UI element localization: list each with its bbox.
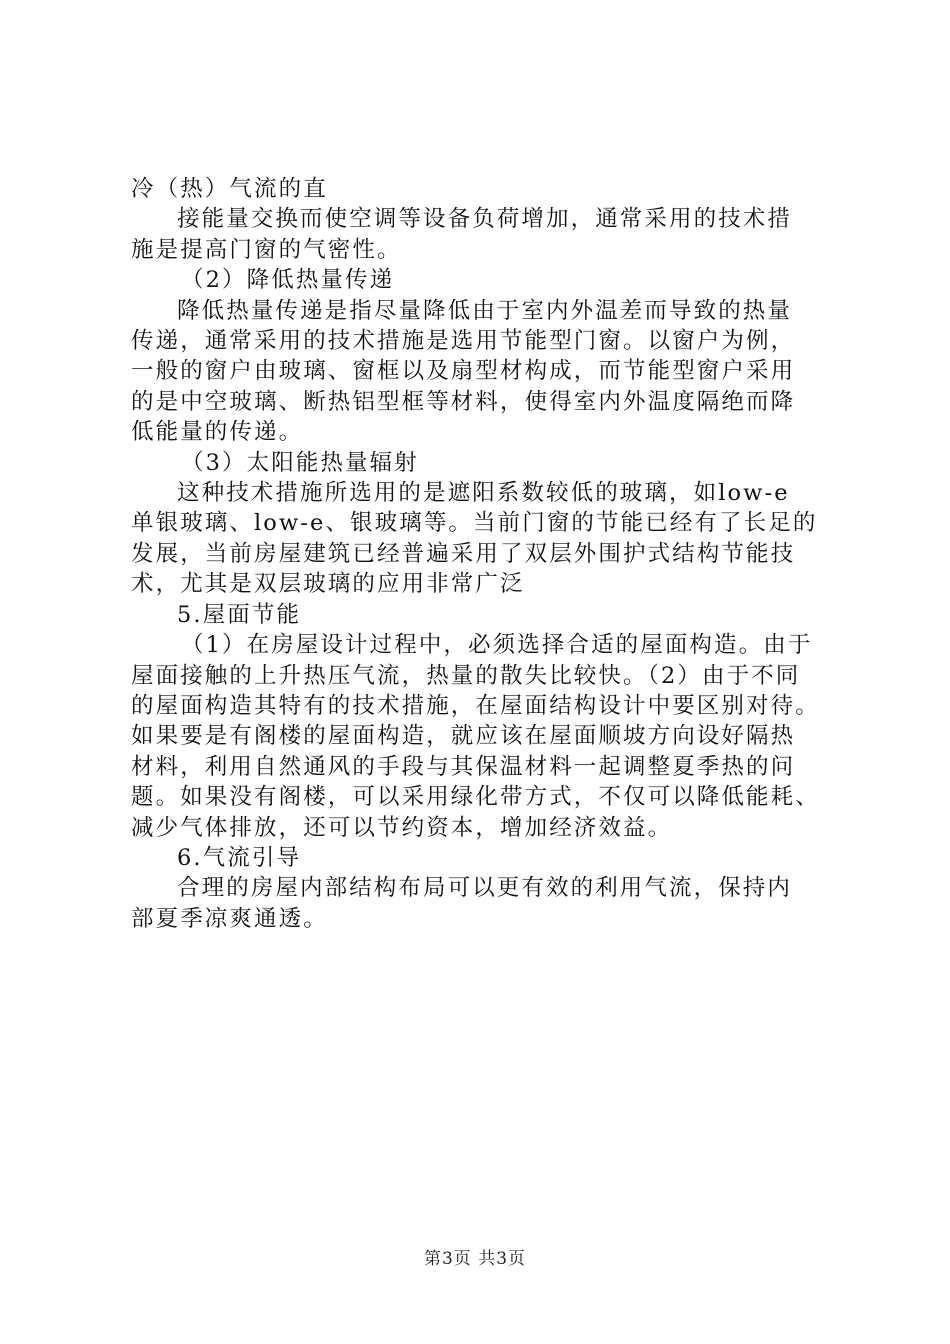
text-line: 的是中空玻璃、断热铝型框等材料，使得室内外温度隔绝而降	[131, 388, 796, 415]
text-line: 材料，利用自然通风的手段与其保温材料一起调整夏季热的问	[131, 753, 796, 780]
text-line: 部夏季凉爽通透。	[131, 905, 328, 932]
section-heading: （3）太阳能热量辐射	[181, 449, 419, 476]
document-body	[131, 174, 831, 934]
section-heading: 5.屋面节能	[177, 601, 302, 628]
page-footer: 第3页 共3页	[423, 1249, 527, 1269]
text-line: 施是提高门窗的气密性。	[131, 236, 402, 263]
text-line: 术，尤其是双层玻璃的应用非常广泛	[131, 571, 525, 598]
text-line: 一般的窗户由玻璃、窗框以及扇型材构成，而节能型窗户采用	[131, 358, 796, 385]
text-line: 题。如果没有阁楼，可以采用绿化带方式，不仅可以降低能耗、	[131, 784, 820, 811]
text-line: 低能量的传递。	[131, 419, 304, 446]
text-line: 降低热量传递是指尽量降低由于室内外温差而导致的热量	[177, 297, 793, 324]
text-line: 接能量交换而使空调等设备负荷增加，通常采用的技术措	[177, 206, 793, 233]
text-line: 传递，通常采用的技术措施是选用节能型门窗。以窗户为例，	[131, 328, 796, 355]
text-line: 这种技术措施所选用的是遮阳系数较低的玻璃，如low-e	[177, 480, 790, 507]
text-line: 的屋面构造其特有的技术措施，在屋面结构设计中要区别对待。	[131, 692, 820, 719]
section-heading: （2）降低热量传递	[181, 267, 395, 294]
text-line: 合理的房屋内部结构布局可以更有效的利用气流，保持内	[177, 875, 793, 902]
text-line: 发展，当前房屋建筑已经普遍采用了双层外围护式结构节能技	[131, 540, 796, 567]
text-line: （1）在房屋设计过程中，必须选择合适的屋面构造。由于	[181, 632, 813, 659]
section-heading: 6.气流引导	[177, 844, 302, 871]
text-line: 减少气体排放，还可以节约资本，增加经济效益。	[131, 814, 673, 841]
text-line: 屋面接触的上升热压气流，热量的散失比较快。（2）由于不同	[131, 662, 801, 689]
text-line: 冷（热）气流的直	[131, 176, 328, 202]
text-line: 单银玻璃、low-e、银玻璃等。当前门窗的节能已经有了长足的	[131, 510, 818, 537]
text-line: 如果要是有阁楼的屋面构造，就应该在屋面顺坡方向设好隔热	[131, 723, 796, 750]
